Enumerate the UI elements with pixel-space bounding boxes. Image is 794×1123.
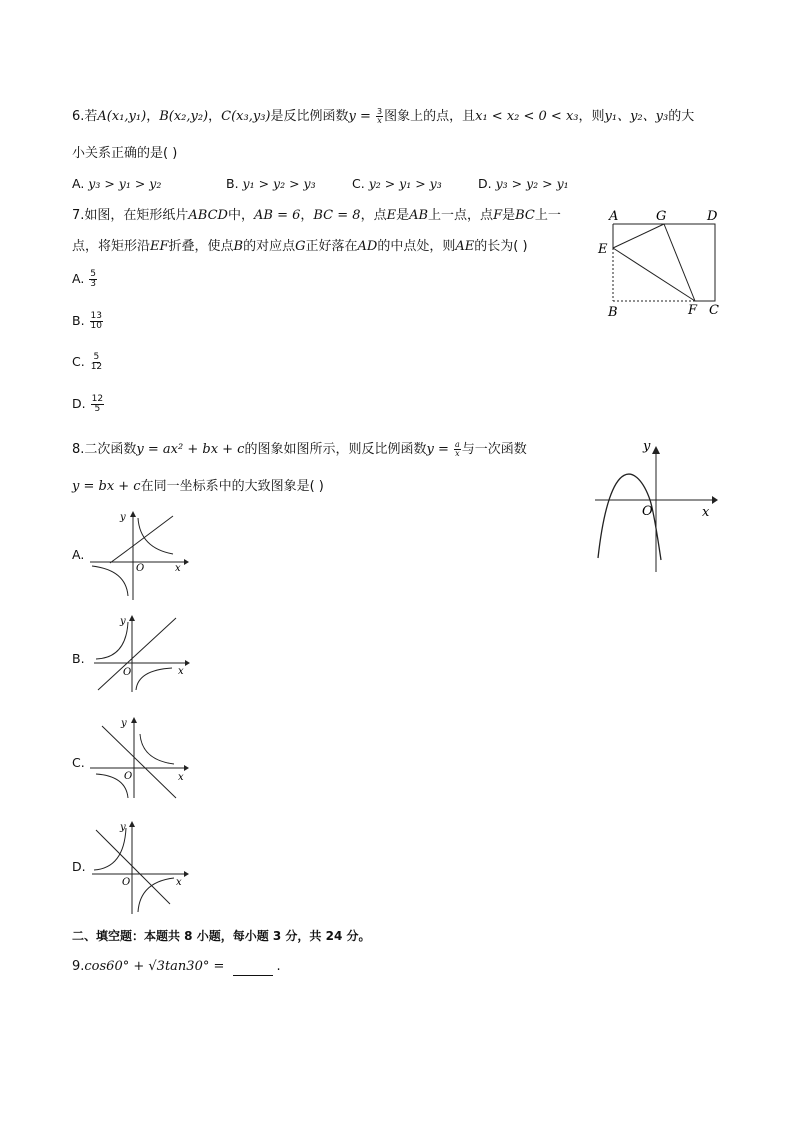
hyperbola-branch — [138, 878, 174, 912]
q7-text: 折叠，使点 — [168, 239, 234, 254]
parabola-figure — [590, 440, 720, 574]
q9-math: cos60° + — [84, 959, 149, 974]
option-a[interactable] — [72, 270, 98, 289]
point-c: C(x₃,y₃) — [221, 109, 271, 124]
label-d: D — [707, 209, 718, 224]
option-b[interactable] — [72, 312, 104, 331]
point-a: A(x₁,y₁) — [97, 109, 147, 124]
y-axis-arrow — [129, 821, 135, 827]
q8-math: y = ax² + bx + c — [136, 442, 245, 457]
option-a-label[interactable]: A. — [72, 547, 85, 562]
y-axis-arrow — [131, 717, 137, 723]
q8-text: 二次函数 — [84, 442, 137, 457]
origin-label: O — [122, 877, 131, 888]
fraction — [91, 395, 104, 414]
point-b: B(x₂,y₂) — [159, 109, 209, 124]
hyperbola-branch — [140, 734, 174, 764]
q7-math: BC = 8 — [313, 208, 361, 223]
question-number: 8. — [72, 442, 85, 457]
y-label: y — [643, 440, 651, 454]
label-e: E — [598, 242, 608, 257]
q6-text: 是反比例函数 — [270, 109, 349, 124]
option-b[interactable] — [226, 176, 316, 191]
condition: x₁ < x₂ < 0 < x₃ — [475, 109, 579, 124]
origin-label: O — [642, 504, 653, 519]
fraction-den: 3 — [90, 279, 97, 289]
x-label: x — [702, 505, 710, 520]
q9-math: tan30° = — [164, 959, 229, 974]
option-c-graph[interactable] — [88, 714, 192, 800]
q7-text: 点，将矩形沿 — [72, 239, 151, 254]
hyperbola-branch — [138, 518, 173, 554]
q7-text: 是 — [396, 208, 410, 223]
option-a[interactable] — [72, 176, 161, 191]
q7-text: 的中点处，则 — [377, 239, 456, 254]
q7-text: 的长为( ) — [474, 239, 528, 254]
y-label: y — [120, 616, 126, 627]
option-label: C. — [352, 176, 365, 191]
q8-text: 在同一坐标系中的大致图象是( ) — [140, 479, 324, 494]
option-c-label[interactable]: C. — [72, 755, 85, 770]
q8-math: y = — [426, 442, 453, 457]
q7-math: F — [493, 208, 503, 223]
y-label: y — [120, 822, 126, 833]
y-axis-arrow — [130, 511, 136, 517]
origin-label: O — [123, 667, 132, 678]
option-label: B. — [226, 176, 239, 191]
q6-text: 图象上的点，且 — [384, 109, 476, 124]
variables: y₁、y₂、y₃ — [604, 109, 669, 124]
x-axis-arrow — [185, 660, 190, 666]
option-text: y₁ > y₂ > y₃ — [242, 176, 316, 191]
fraction — [90, 312, 103, 331]
function-lhs: y = — [348, 109, 376, 124]
q7-text: 上一点，点 — [428, 208, 494, 223]
edge-eg — [613, 224, 664, 248]
label-b: B — [608, 305, 618, 320]
y-axis-arrow — [652, 446, 660, 454]
fraction-num: a — [455, 440, 460, 449]
line-graph — [133, 516, 173, 546]
fraction-num: 3 — [377, 107, 383, 116]
option-c[interactable] — [72, 353, 104, 372]
option-d-label[interactable]: D. — [72, 859, 86, 874]
q7-math: B — [233, 239, 244, 254]
fraction-den: 5 — [94, 404, 101, 414]
x-label: x — [175, 563, 181, 574]
question-6-line-2: 小关系正确的是( ) — [72, 146, 178, 161]
q7-math: AD — [357, 239, 378, 254]
question-9 — [72, 958, 281, 976]
y-label: y — [120, 512, 126, 523]
answer-blank[interactable] — [233, 975, 273, 976]
fraction — [90, 353, 103, 372]
x-label: x — [178, 772, 184, 783]
q7-text: 中， — [227, 208, 254, 223]
section-heading: 二、填空题：本题共 8 小题，每小题 3 分，共 24 分。 — [72, 929, 371, 943]
q6-sep: ， — [208, 109, 222, 124]
q7-text: 正好落在 — [305, 239, 358, 254]
q6-text: ，则 — [578, 109, 605, 124]
question-number: 7. — [72, 208, 85, 223]
question-number: 6. — [72, 109, 85, 124]
fraction-den: x — [377, 116, 382, 125]
q7-math: AE — [455, 239, 475, 254]
option-b-graph[interactable] — [92, 612, 196, 694]
option-c[interactable] — [352, 176, 442, 191]
q8-text: 的图象如图所示，则反比例函数 — [244, 442, 427, 457]
option-label: A. — [72, 176, 85, 191]
x-axis-arrow — [712, 496, 718, 504]
q7-math: BC — [515, 208, 535, 223]
option-text: y₃ > y₂ > y₁ — [495, 176, 569, 191]
x-label: x — [178, 666, 184, 677]
rectangle-fold-figure — [594, 206, 728, 322]
q7-math: ABCD — [188, 208, 228, 223]
label-f: F — [688, 303, 698, 318]
line-graph — [98, 618, 176, 690]
label-c: C — [709, 303, 719, 318]
option-text: y₂ > y₁ > y₃ — [368, 176, 442, 191]
question-8-line-1 — [72, 441, 527, 459]
q7-math: AB — [409, 208, 429, 223]
fraction-den: x — [455, 449, 460, 458]
line-graph — [110, 546, 133, 563]
option-b-label[interactable]: B. — [72, 651, 85, 666]
fraction-den: 10 — [90, 321, 102, 331]
x-axis-arrow — [184, 559, 189, 565]
q7-math: EF — [150, 239, 169, 254]
q7-math: E — [386, 208, 397, 223]
option-a-graph[interactable] — [88, 508, 192, 602]
fold-line-ef — [613, 248, 695, 301]
origin-label: O — [124, 771, 133, 782]
option-d-graph[interactable] — [90, 818, 194, 916]
fraction-num: 5 — [90, 269, 97, 279]
question-6-line-1 — [72, 108, 694, 126]
q9-sqrt: √3 — [148, 959, 165, 974]
q8-text: 与一次函数 — [461, 442, 527, 457]
option-text: y₃ > y₁ > y₂ — [88, 176, 162, 191]
q7-math: G — [295, 239, 306, 254]
q8-math: y = bx + c — [72, 479, 141, 494]
rectangle-outline — [613, 224, 715, 301]
q7-text: 如图，在矩形纸片 — [84, 208, 189, 223]
question-7-line-1 — [72, 207, 561, 225]
option-label: C. — [72, 354, 85, 369]
x-axis-arrow — [184, 765, 189, 771]
q6-sep: ， — [146, 109, 160, 124]
q7-text: 的对应点 — [243, 239, 296, 254]
q7-text: ，点 — [360, 208, 387, 223]
option-label: B. — [72, 313, 85, 328]
q7-text: 是 — [502, 208, 516, 223]
option-d[interactable] — [72, 395, 105, 414]
q6-text: 的大 — [668, 109, 695, 124]
option-label: D. — [478, 176, 492, 191]
q7-text: 上一 — [534, 208, 561, 223]
option-label: D. — [72, 396, 86, 411]
question-number: 9. — [72, 959, 85, 974]
q9-end: . — [276, 959, 281, 974]
q6-text: 若 — [84, 109, 98, 124]
y-label: y — [121, 718, 127, 729]
fraction — [454, 441, 461, 458]
y-axis-arrow — [129, 615, 135, 621]
q7-text: ， — [300, 208, 314, 223]
label-a: A — [609, 209, 619, 224]
fraction-den: 12 — [90, 362, 103, 372]
fraction-num: 13 — [90, 311, 102, 321]
x-label: x — [176, 877, 182, 888]
option-d[interactable] — [478, 176, 569, 191]
fraction — [376, 108, 383, 125]
hyperbola-branch — [92, 566, 128, 596]
fraction-num: 12 — [91, 394, 104, 404]
question-7-line-2 — [72, 238, 528, 256]
edge-gf — [664, 224, 695, 301]
hyperbola-branch — [94, 828, 126, 870]
fraction — [89, 270, 97, 289]
q7-math: AB = 6 — [254, 208, 301, 223]
question-8-line-2 — [72, 478, 324, 496]
fraction-num: 5 — [93, 352, 100, 362]
label-g: G — [656, 209, 667, 224]
hyperbola-branch — [136, 668, 172, 690]
origin-label: O — [136, 563, 145, 574]
x-axis-arrow — [184, 871, 189, 877]
option-label: A. — [72, 271, 85, 286]
hyperbola-branch — [96, 622, 128, 659]
